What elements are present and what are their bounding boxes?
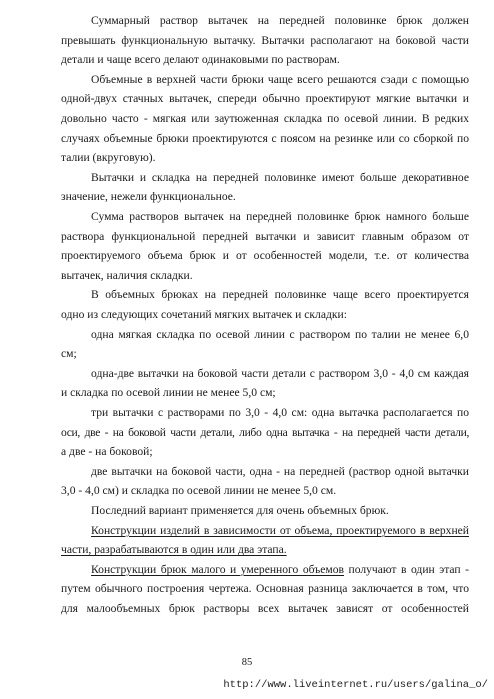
text-line: Объемные в верхней части брюки чаще всего решаются сзади с помощью	[91, 73, 469, 86]
text-line: а две - на боковой;	[61, 445, 153, 458]
text-line: одна-две вытачки на боковой части детали с раствором 3,0 - 4,0 см каждая	[91, 367, 469, 380]
text-line: превышать функциональную вытачку. Вытачки располагают на боковой части	[61, 34, 469, 47]
page-number: 85	[241, 657, 253, 668]
text-line: путем обычного построения чертежа. Основная разница заключается в том, что	[61, 582, 469, 595]
footer-url[interactable]: http://www.liveinternet.ru/users/galina_o/	[223, 679, 488, 691]
text-line: см;	[61, 347, 77, 360]
text-line: две вытачки на боковой части, одна - на передней (раствор одной вытачки	[91, 465, 469, 478]
text-line: оси, две - на боковой части детали, либо одна вытачка - на передней части детали,	[61, 426, 469, 439]
text-line: вытачек, наличия складки.	[61, 269, 193, 282]
text-line: 3,0 - 4,0 см) и складка по осевой линии не менее 5,0 см.	[61, 484, 337, 497]
text-line: Вытачки и складка на передней половинке имеют больше декоративное	[91, 171, 469, 184]
text-line: раствора функциональной передней вытачки и зависит главным образом от	[61, 230, 469, 243]
text-fragment: получают в один этап -	[343, 563, 469, 576]
text-line: проектируемого объема брюк и от особенностей модели, т.е. от количества	[61, 249, 469, 262]
text-line: талии (вкруговую).	[61, 151, 156, 164]
text-line: довольно часто - мягкая или заутюженная складка по осевой линии. В редких	[61, 112, 469, 125]
text-line: и складка по осевой линии не менее 5,0 см;	[61, 386, 276, 399]
text-line	[91, 563, 469, 577]
text-line: случаях объемные брюки проектируются с поясом на резинке или со сборкой по	[61, 132, 469, 145]
text-line: значение, нежели функциональное.	[61, 190, 236, 203]
text-line: Сумма растворов вытачек на передней половинке брюк намного больше	[91, 210, 469, 223]
text-line: три вытачки с растворами по 3,0 - 4,0 см: одна вытачка располагается по	[91, 406, 469, 419]
text-line: Суммарный раствор вытачек на передней половинке брюк должен	[91, 14, 469, 27]
underlined-text-line: части, разрабатываются в один или два этапа.	[61, 543, 287, 556]
text-line: Последний вариант применяется для очень объемных брюк.	[91, 504, 389, 517]
underlined-phrase: Конструкции брюк малого и умеренного объемов	[91, 563, 344, 576]
text-line: одной-двух стачных вытачек, спереди обычно проектируют мягкие вытачки и	[61, 92, 469, 105]
text-line: одно из следующих сочетаний мягких вытачек и складки:	[61, 308, 347, 321]
text-line: для малообъемных брюк растворы всех вытачек зависят от особенностей	[61, 602, 469, 615]
text-line: В объемных брюках на передней половинке чаще всего проектируется	[91, 288, 469, 301]
underlined-text-line: Конструкции изделий в зависимости от объема, проектируемого в верхней	[91, 524, 469, 537]
text-line: детали и чаще всего делают одинаковыми по растворам.	[61, 53, 340, 66]
text-line: одна мягкая складка по осевой линии с раствором по талии не менее 6,0	[91, 328, 469, 341]
